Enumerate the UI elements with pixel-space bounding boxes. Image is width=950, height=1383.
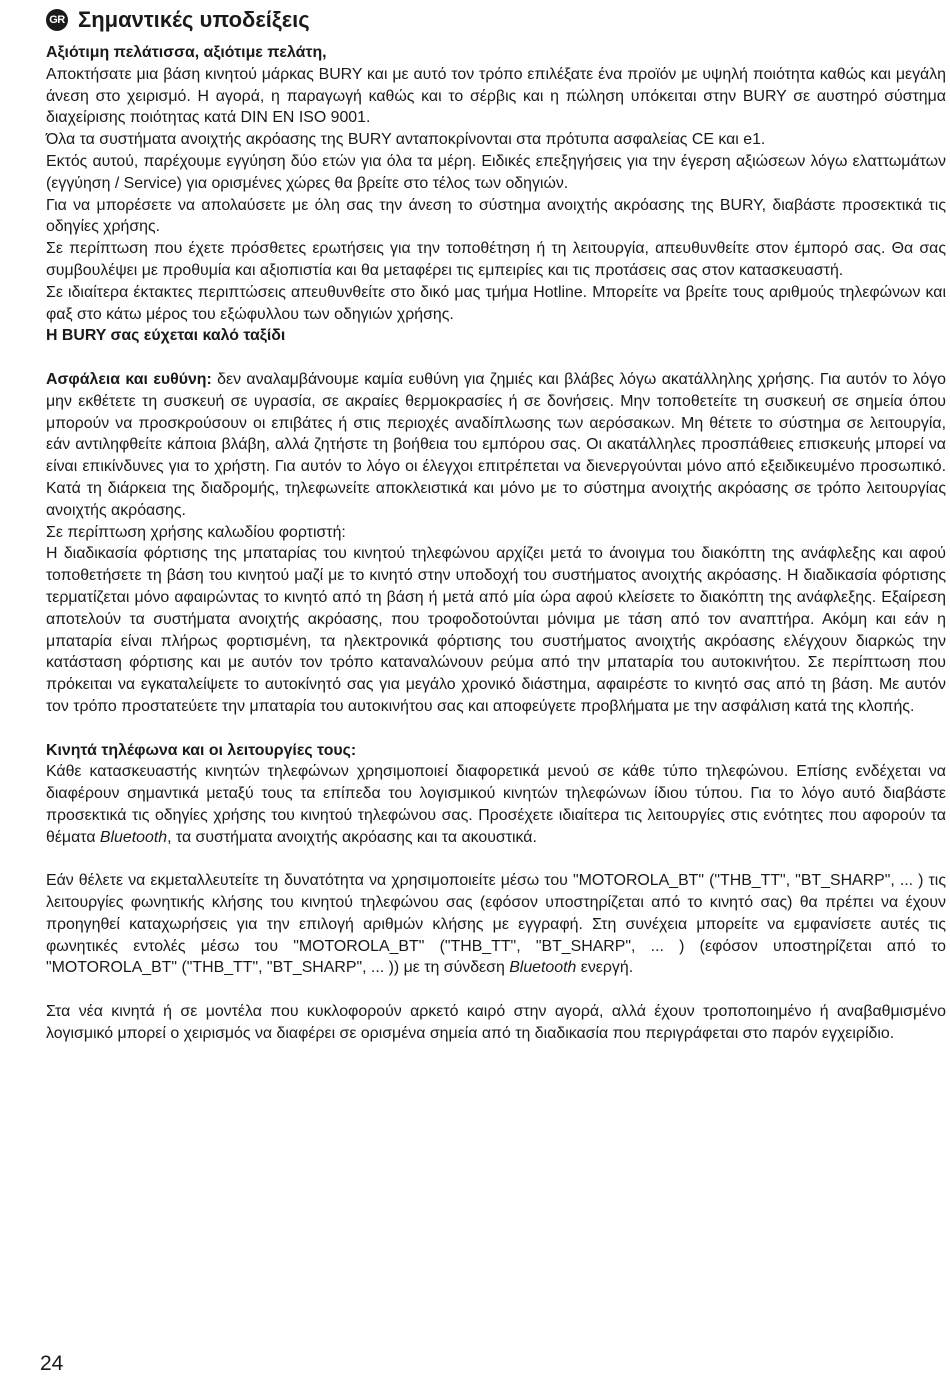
spacer [46,718,946,740]
phones-p2-text: Εάν θέλετε να εκμεταλλευτείτε τη δυνατότητα να χρησιμοποιείτε μέσω του "MOTOROLA_BT" ("THB_TT", "BT_SHARP", ... ) τις λειτουργίες φωνητικής κλήσης του κινητού τηλεφώνου σας (εφόσον υποστηρίζεται από το κινητό σας) θα πρέπει να έχουν προηγηθεί καταχωρήσεις για την επιλογή αριθμών κλήσης με εγγραφή. Στη συνέχεια μπορείτε να εμφανίσετε αυτές τις φωνητικές εντολές μέσω του "MOTOROLA_BT" ("THB_TT", "BT_SHARP", ... ) (εφόσον υποστηρίζεται από το "MOTOROLA_BT" ("THB_TT", "BT_SHARP", ... )) με τη σύνδεση [46,872,946,977]
phones-p1-text-end: , τα συστήματα ανοιχτής ακρόασης και τα ακουστικά. [167,828,537,846]
intro-paragraph-1: Αποκτήσατε μια βάση κινητού μάρκας BURY και με αυτό τον τρόπο επιλέξατε ένα προϊόν με υψηλή ποιότητα καθώς και μεγάλη άνεση στο χειρισμό. Η αγορά, η παραγωγή καθώς και το σέρβις και η πώληση υπόκειται στην BURY σε αυστηρό σύστημα διαχείρισης ποιότητας κατά DIN EN ISO 9001. [46,65,946,127]
intro-paragraph-6: Σε ιδιαίτερα έκτακτες περιπτώσεις απευθυνθείτε στο δικό μας τμήμα Hotline. Μπορείτε να βρείτε τους αριθμούς τηλεφώνων και φαξ στο κάτω μέρος του εξώφυλλου των οδηγιών χρήσης. [46,283,946,323]
page-number: 24 [40,1352,64,1375]
page-header [46,6,310,34]
phones-paragraph-2 [46,870,946,979]
spacer [46,347,946,369]
bluetooth-term: Bluetooth [99,828,168,846]
charger-paragraph: Η διαδικασία φόρτισης της μπαταρίας του κινητού τηλεφώνου αρχίζει μετά το άνοιγμα του διακόπτη της ανάφλεξης και αφού τοποθετήσετε τη βάση του κινητού μαζί με το κινητό στην υποδοχή του συστήματος ανοιχτής ακρόασης. Η διαδικασία φόρτισης τερματίζεται μόνο αφαιρώντας το κινητό από τη βάση ή μετά από μία ώρα αφού κλείσετε το διακόπτη της ανάφλεξης. Εξαίρεση αποτελούν τα συστήματα ανοιχτής ακρόασης, που τροφοδοτούνται μόνιμα με τάση από τον αναπτήρα. Ακόμη και εάν η μπαταρία είναι πλήρως φορτισμένη, τα ηλεκτρονικά φόρτισης του συστήματος ανοιχτής ακρόασης ελέγχουν διαρκώς την κατάσταση φόρτισης και με αυτόν τον τρόπο καταναλώνουν ρεύμα από την μπαταρία του αυτοκινήτου. Σε περίπτωση που πρόκειται να εγκαταλείψετε το αυτοκίνητό σας για μεγάλο χρονικό διάστημα, αφαιρέστε το κινητό σας από τη βάση. Με αυτόν τον τρόπο προστατεύετε την μπαταρία του αυτοκινήτου σας και αποφεύγετε προβλήματα με την ασφάλιση κατά της κλοπής. [46,545,946,715]
intro-paragraph-2: Όλα τα συστήματα ανοιχτής ακρόασης της BURY ανταποκρίνονται στα πρότυπα ασφαλείας CE και e1. [46,131,766,149]
charger-heading: Σε περίπτωση χρήσης καλωδίου φορτιστή: [46,523,346,541]
bluetooth-term: Bluetooth [509,959,577,977]
phones-p1-text: Κάθε κατασκευαστής κινητών τηλεφώνων χρησιμοποιεί διαφορετικά μενού σε κάθε τύπο τηλεφώνου. Επίσης ενδέχεται να διαφέρουν σημαντικά μεταξύ τους τα επίπεδα του λογισμικού κινητών τηλεφώνων ίδιου τύπου. Για το λόγο αυτό διαβάστε προσεκτικά τις οδηγίες χρήσης του κινητού τηλεφώνου σας. Προσέχετε ιδιαίτερα τις λειτουργίες στις ενότητες που αφορούν τα θέματα [46,763,946,846]
safety-text: δεν αναλαμβάνουμε καμία ευθύνη για ζημιές και βλάβες λόγω ακατάλληλης χρήσης. Για αυτόν το λόγο μην εκθέτετε τη συσκευή σε υγρασία, σε ακραίες θερμοκρασίες ή σε δονήσεις. Μην τοποθετείτε τη συσκευή σε σημεία όπου μπορούν να προσκρούσουν οι επιβάτες ή στις περιοχές αναδίπλωσης των αερόσακων. Μη θέτετε το σύστημα σε λειτουργία, εάν αντιληφθείτε κάποια βλάβη, αλλά ζητήστε τη βοήθεια του εμπόρου σας. Οι ακατάλληλες προσπάθειες επισκευής μπορεί να είναι επικίνδυνες για το χρήστη. Για αυτόν το λόγο οι έλεγχοι επιτρέπεται να διενεργούνται μόνο από εξειδικευμένο προσωπικό. Κατά τη διάρκεια της διαδρομής, τηλεφωνείτε αποκλειστικά και μόνο με το σύστημα ανοιχτής ακρόασης σε τρόπο λειτουργίας ανοιχτής ακρόασης. [46,370,947,519]
phones-paragraph-3: Στα νέα κινητά ή σε μοντέλα που κυκλοφορούν αρκετό καιρό στην αγορά, αλλά έχουν τροποποιημένο ή αναβαθμισμένο λογισμικό μπορεί ο χειρισμός να διαφέρει σε ορισμένα σημεία από τη διαδικασία που περιγράφεται στο παρόν εγχειρίδιο. [46,1003,946,1042]
closing-line: Η BURY σας εύχεται καλό ταξίδι [46,327,286,345]
spacer [46,848,946,870]
intro-paragraph-4: Για να μπορέσετε να απολαύσετε με όλη σας την άνεση το σύστημα ανοιχτής ακρόασης της BURY, διαβάστε προσεκτικά τις οδηγίες χρήσης. [46,196,946,236]
intro-paragraph-5: Σε περίπτωση που έχετε πρόσθετες ερωτήσεις για την τοποθέτηση ή τη λειτουργία, απευθυνθείτε στον έμπορό σας. Θα σας συμβουλέψει με προθυμία και αξιοπιστία και θα μεταφέρει τις εμπειρίες και τις προτάσεις σας στον κατασκευαστή. [46,240,946,279]
language-badge: GR [46,9,68,31]
phones-paragraph-1 [46,761,946,848]
safety-heading: Ασφάλεια και ευθύνη: [46,370,212,388]
document-body [46,42,946,1045]
greeting: Αξιότιμη πελάτισσα, αξιότιμε πελάτη, [46,44,327,61]
intro-paragraph-3: Εκτός αυτού, παρέχουμε εγγύηση δύο ετών για όλα τα μέρη. Ειδικές επεξηγήσεις για την έγερση αξιώσεων λόγω ελαττωμάτων (εγγύηση / Service) για ορισμένες χώρες θα βρείτε στο τέλος των οδηγιών. [46,152,946,192]
page-title: Σημαντικές υποδείξεις [78,7,310,32]
safety-paragraph [46,369,946,522]
phones-p2-text-end: ενεργή. [576,959,634,977]
spacer [46,979,946,1001]
phones-heading: Κινητά τηλέφωνα και οι λειτουργίες τους: [46,741,357,759]
